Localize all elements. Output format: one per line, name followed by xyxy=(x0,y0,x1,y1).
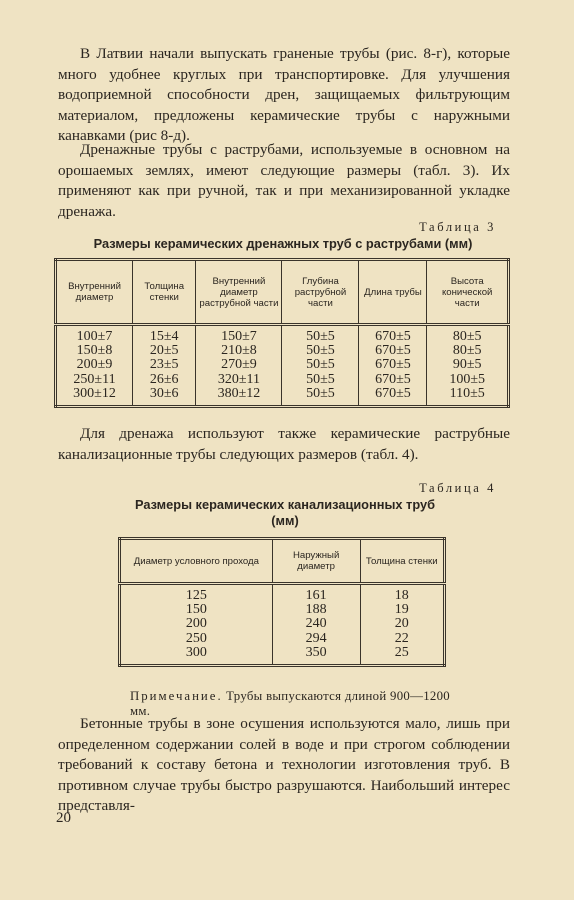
table3-header: Толщина стенки xyxy=(133,260,196,325)
table4-value: 150 xyxy=(185,602,207,618)
table4-cell xyxy=(272,584,360,666)
table4-value: 125 xyxy=(185,587,207,603)
table3-value: 250±11 xyxy=(73,371,116,387)
table3-value: 670±5 xyxy=(375,328,411,344)
table4-caption: Таблица 4 xyxy=(419,481,496,495)
note-text: Трубы выпускаются длиной 900—1200 мм. xyxy=(130,688,450,719)
table3-cell xyxy=(133,325,196,407)
table4-value: 25 xyxy=(394,644,409,660)
table4-value: 294 xyxy=(305,630,327,646)
paragraph-latvia-pipes: В Латвии начали выпускать граненые трубы (рис. 8-г), которые много удобнее круглых при транспортировке. Для улучшения водоприемной способности дрен, защищаемых фильтрующим материалом, предложены керамические трубы с наружными канавками (рис 8-д). xyxy=(58,45,510,144)
table4-title: Размеры керамических канализационных труб (мм) xyxy=(134,497,435,528)
table3-value: 50±5 xyxy=(306,357,335,373)
table3-value: 50±5 xyxy=(306,328,335,344)
table3-value: 100±7 xyxy=(76,328,113,344)
page-number: 20 xyxy=(56,810,71,826)
table3-header: Глубина раструбной части xyxy=(282,260,359,325)
table4-value: 188 xyxy=(305,602,327,618)
table3-value: 15±4 xyxy=(149,328,179,344)
table4-value: 161 xyxy=(305,587,327,603)
table3-value: 670±5 xyxy=(375,371,411,387)
table3-value: 320±11 xyxy=(217,371,261,387)
table4-header: Диаметр условного прохода xyxy=(120,539,273,584)
table4-value: 19 xyxy=(394,602,409,618)
table4-header: Наружный диаметр xyxy=(272,539,360,584)
table3-body-row xyxy=(56,325,509,407)
table4-value: 20 xyxy=(394,616,409,632)
table3-value: 20±5 xyxy=(149,343,179,359)
table3-header: Длина трубы xyxy=(359,260,427,325)
table3-value: 90±5 xyxy=(452,357,482,373)
table3-value: 100±5 xyxy=(449,371,486,387)
table3-cell xyxy=(196,325,282,407)
paragraph-socket-pipes: Дренажные трубы с раструбами, используемые в основном на орошаемых землях, имеют следующие размеры (табл. 3). Их применяют как при ручной, так и при механизированной укладке дренажа. xyxy=(58,141,510,220)
table3-value: 670±5 xyxy=(375,343,411,359)
table3-value: 270±9 xyxy=(221,357,257,373)
table3-value: 670±5 xyxy=(375,385,411,401)
table4-body-row xyxy=(120,584,445,666)
table3-title: Размеры керамических дренажных труб с раструбами (мм) xyxy=(93,236,473,251)
table4-value: 240 xyxy=(305,616,327,632)
table3-value: 50±5 xyxy=(306,385,335,401)
table3 xyxy=(54,258,510,408)
table4-value: 22 xyxy=(394,630,409,646)
table3-value: 380±12 xyxy=(217,385,261,401)
table4-value: 18 xyxy=(394,587,409,603)
table3-cell xyxy=(359,325,427,407)
table4-header-row xyxy=(120,539,445,584)
table3-header: Высота конической части xyxy=(427,260,509,325)
table3-caption: Таблица 3 xyxy=(419,220,496,234)
table4-cell xyxy=(360,584,445,666)
table3-value: 670±5 xyxy=(375,357,411,373)
paragraph-sewer-pipes: Для дренажа используют также керамические раструбные канализационные трубы следующих размеров (табл. 4). xyxy=(58,425,510,463)
table3-value: 50±5 xyxy=(306,343,335,359)
note-label: Примечание. xyxy=(130,688,223,703)
table4-value: 200 xyxy=(185,616,207,632)
table4 xyxy=(118,537,446,667)
table3-value: 150±7 xyxy=(221,328,257,344)
table3-value: 200±9 xyxy=(76,357,113,373)
table4-value: 250 xyxy=(185,630,207,646)
table3-value: 30±6 xyxy=(149,385,179,401)
table4-value: 300 xyxy=(185,644,207,660)
table3-value: 80±5 xyxy=(452,343,482,359)
table3-cell xyxy=(282,325,359,407)
table3-header: Внутренний диаметр раструбной части xyxy=(196,260,282,325)
table4-header: Толщина стенки xyxy=(360,539,445,584)
table3-value: 50±5 xyxy=(306,371,335,387)
table3-cell xyxy=(427,325,509,407)
table3-value: 150±8 xyxy=(76,343,113,359)
table4-value: 350 xyxy=(305,644,327,660)
table3-value: 80±5 xyxy=(452,328,482,344)
table3-value: 210±8 xyxy=(221,343,257,359)
table4-cell xyxy=(120,584,273,666)
table3-value: 26±6 xyxy=(149,371,179,387)
table3-header: Внутренний диаметр xyxy=(56,260,133,325)
table3-cell xyxy=(56,325,133,407)
paragraph-concrete-pipes: Бетонные трубы в зоне осушения используются мало, лишь при определенном содержании солей в воде и при строгом соблюдении требований к составу бетона и технологии изготовления труб. В противном случае трубы быстро разрушаются. Наибольший интерес представля- xyxy=(58,715,510,814)
table3-header-row xyxy=(56,260,509,325)
table3-value: 110±5 xyxy=(449,385,485,401)
table3-value: 23±5 xyxy=(149,357,179,373)
table3-value: 300±12 xyxy=(73,385,116,401)
